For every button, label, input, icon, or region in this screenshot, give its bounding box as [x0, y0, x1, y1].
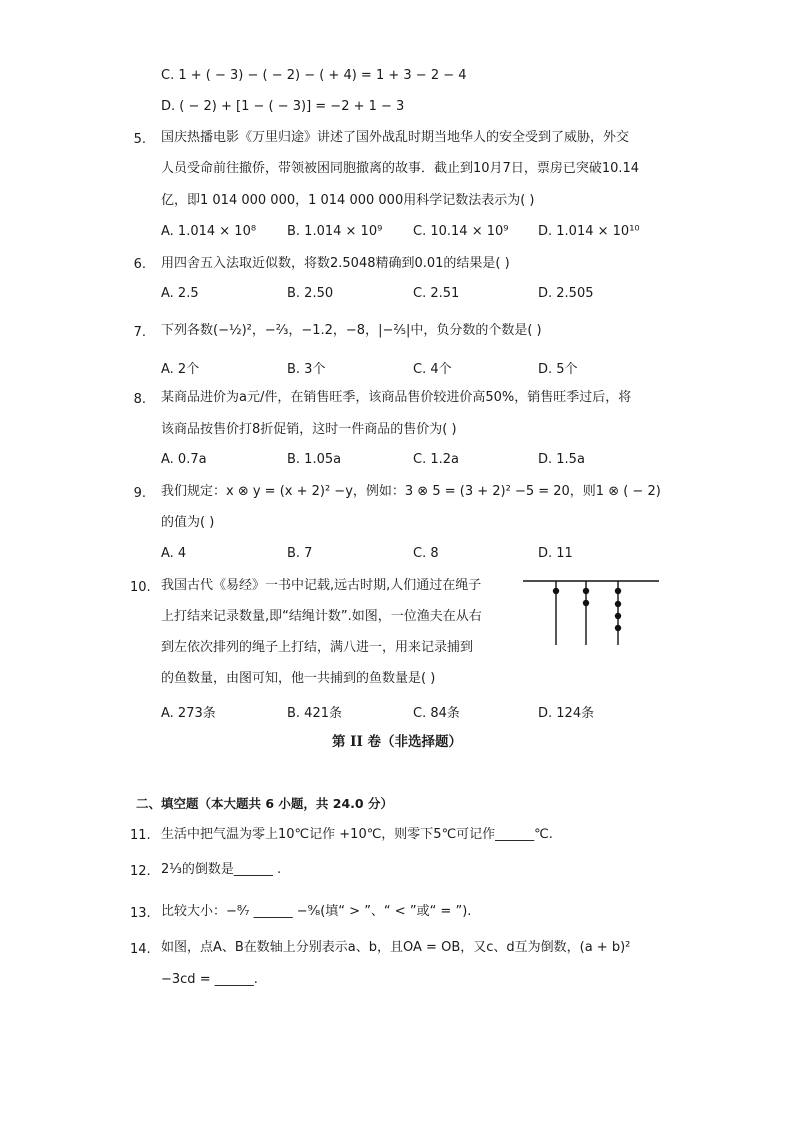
q5-text-line2: 人员受命前往撤侨，带领被困同胞撤离的故事．截止到10月7日，票房已突破10.14: [161, 161, 640, 176]
q10-text-line3: 到左依次排列的绳子上打结，满八进一，用来记录捕到: [161, 640, 474, 655]
part-title: 第 II 卷（非选择题）: [331, 734, 463, 750]
q8-option-a: A. 0.7a: [161, 452, 207, 467]
knot: [583, 600, 589, 606]
q6-option-d: D. 2.505: [538, 286, 594, 301]
question-number: 10.: [130, 580, 151, 595]
q5-option-a: A. 1.014 × 10⁸: [161, 224, 257, 239]
q6-option-b: B. 2.50: [287, 286, 334, 301]
q8-option-b: B. 1.05a: [287, 452, 342, 467]
question-number: 14.: [130, 942, 151, 957]
knot: [615, 588, 621, 594]
q4-option-d: D. ( − 2) + [1 − ( − 3)] = −2 + 1 − 3: [161, 99, 405, 114]
q9-option-a: A. 4: [161, 546, 187, 561]
question-number: 13.: [130, 906, 151, 921]
question-number: 7.: [133, 325, 146, 340]
q7-option-a: A. 2个: [161, 362, 200, 377]
question-number: 9.: [133, 486, 146, 501]
section-heading: 二、填空题（本大题共 6 小题，共 24.0 分）: [136, 796, 393, 811]
q8-option-c: C. 1.2a: [413, 452, 459, 467]
q6-option-a: A. 2.5: [161, 286, 199, 301]
q10-text-line1: 我国古代《易经》一书中记载,远古时期,人们通过在绳子: [161, 578, 482, 593]
q13-text-line1: 比较大小：−⁸⁄₇ ______ −⁹⁄₈(填“ > ”、“ < ”或“ = ”).: [161, 904, 472, 919]
knot: [615, 601, 621, 607]
q7-text-line1: 下列各数(−½)²，−⅔，−1.2，−8，|−⅖|中，负分数的个数是( ): [161, 323, 542, 338]
q4-option-c: C. 1 + ( − 3) − ( − 2) − ( + 4) = 1 + 3 − 2 − 4: [161, 68, 467, 83]
knot: [583, 588, 589, 594]
q7-option-b: B. 3个: [287, 362, 326, 377]
q5-text-line3: 亿，即1 014 000 000，1 014 000 000用科学记数法表示为( ): [161, 193, 535, 208]
q7-option-d: D. 5个: [538, 362, 578, 377]
q10-option-d: D. 124条: [538, 706, 595, 721]
q10-option-c: C. 84条: [413, 706, 460, 721]
question-number: 5.: [133, 132, 146, 147]
q5-text-line1: 国庆热播电影《万里归途》讲述了国外战乱时期当地华人的安全受到了威胁，外交: [161, 130, 630, 145]
knot: [615, 625, 621, 631]
knot: [615, 613, 621, 619]
question-number: 6.: [133, 257, 146, 272]
q10-text-line2: 上打结来记录数量,即“结绳计数”.如图，一位渔夫在从右: [161, 609, 482, 624]
q5-option-b: B. 1.014 × 10⁹: [287, 224, 383, 239]
question-number: 12.: [130, 864, 151, 879]
q9-option-d: D. 11: [538, 546, 573, 561]
q10-option-b: B. 421条: [287, 706, 342, 721]
q7-option-c: C. 4个: [413, 362, 452, 377]
q9-option-c: C. 8: [413, 546, 439, 561]
q5-option-d: D. 1.014 × 10¹⁰: [538, 224, 640, 239]
q14-text-line2: −3cd = ______.: [161, 972, 258, 987]
q9-option-b: B. 7: [287, 546, 313, 561]
q12-text-line1: 2⅓的倒数是______ .: [161, 862, 282, 877]
q8-option-d: D. 1.5a: [538, 452, 585, 467]
q5-option-c: C. 10.14 × 10⁹: [413, 224, 509, 239]
q8-text-line2: 该商品按售价打8折促销，这时一件商品的售价为( ): [161, 422, 457, 437]
q10-option-a: A. 273条: [161, 706, 216, 721]
q9-text-line2: 的值为( ): [161, 515, 215, 530]
knot: [553, 588, 559, 594]
q6-text-line1: 用四舍五入法取近似数，将数2.5048精确到0.01的结果是( ): [161, 256, 510, 271]
q9-text-line1: 我们规定：x ⊗ y = (x + 2)² −y，例如：3 ⊗ 5 = (3 + 2)² −5 = 20，则1 ⊗ ( − 2): [161, 484, 661, 499]
q10-text-line4: 的鱼数量，由图可知，他一共捕到的鱼数量是( ): [161, 671, 436, 686]
question-number: 8.: [133, 392, 146, 407]
q11-text-line1: 生活中把气温为零上10℃记作 +10℃，则零下5℃可记作______℃.: [161, 827, 553, 842]
knot-rope-figure: [520, 575, 662, 650]
question-number: 11.: [130, 828, 151, 843]
q8-text-line1: 某商品进价为a元/件，在销售旺季，该商品售价较进价高50%，销售旺季过后，将: [161, 390, 632, 405]
q14-text-line1: 如图，点A、B在数轴上分别表示a、b，且OA = OB，又c、d互为倒数，(a + b)²: [161, 940, 631, 955]
q6-option-c: C. 2.51: [413, 286, 460, 301]
